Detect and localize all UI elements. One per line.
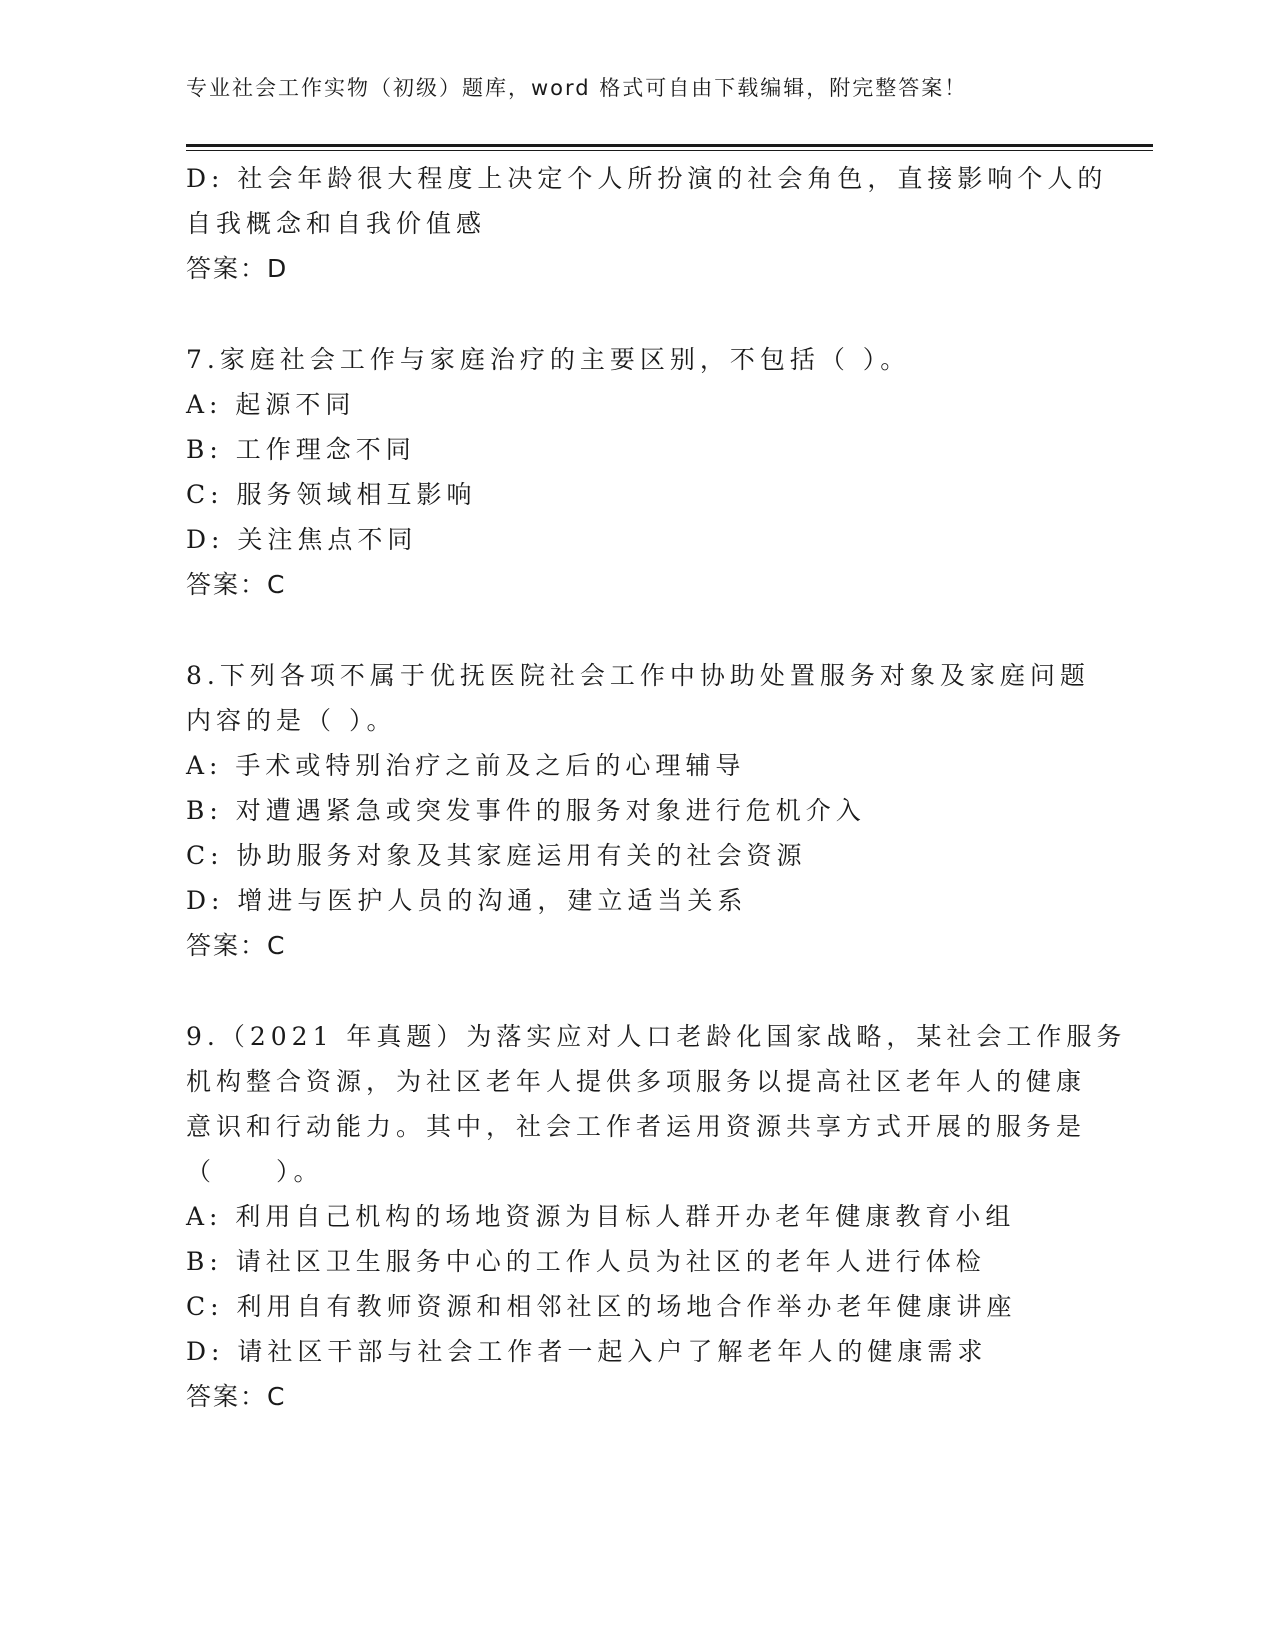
q9-question-line1: 9.（2021 年真题）为落实应对人口老龄化国家战略，某社会工作服务 bbox=[186, 1022, 1127, 1051]
q7-option-a: A: 起源不同 bbox=[186, 390, 356, 419]
question-9 bbox=[186, 1014, 1127, 1419]
q9-question-line4: （ ）。 bbox=[186, 1157, 324, 1186]
q8-option-b: B: 对遭遇紧急或突发事件的服务对象进行危机介入 bbox=[186, 796, 866, 825]
q6-answer: 答案：D bbox=[186, 254, 289, 283]
q9-option-d: D: 请社区干部与社会工作者一起入户了解老年人的健康需求 bbox=[186, 1337, 988, 1366]
q9-question-line3: 意识和行动能力。其中，社会工作者运用资源共享方式开展的服务是 bbox=[186, 1112, 1087, 1141]
q8-option-d: D: 增进与医护人员的沟通，建立适当关系 bbox=[186, 886, 748, 915]
q8-answer: 答案：C bbox=[186, 931, 287, 960]
q6-option-d-line2: 自我概念和自我价值感 bbox=[186, 209, 487, 238]
q7-question: 7.家庭社会工作与家庭治疗的主要区别，不包括（ ）。 bbox=[186, 345, 911, 374]
q9-option-a: A: 利用自己机构的场地资源为目标人群开办老年健康教育小组 bbox=[186, 1202, 1016, 1231]
header-rule-thick bbox=[186, 144, 1153, 147]
spacer bbox=[186, 968, 1086, 1014]
header-rule-thin bbox=[186, 150, 1153, 151]
spacer bbox=[186, 607, 1086, 653]
question-8 bbox=[186, 653, 1090, 968]
question-6-tail bbox=[186, 156, 1108, 291]
q7-option-b: B: 工作理念不同 bbox=[186, 435, 416, 464]
q9-question-line2: 机构整合资源，为社区老年人提供多项服务以提高社区老年人的健康 bbox=[186, 1067, 1087, 1096]
q7-option-d: D: 关注焦点不同 bbox=[186, 525, 418, 554]
question-7 bbox=[186, 337, 1086, 607]
q9-option-b: B: 请社区卫生服务中心的工作人员为社区的老年人进行体检 bbox=[186, 1247, 986, 1276]
q6-option-d-line1: D: 社会年龄很大程度上决定个人所扮演的社会角色，直接影响个人的 bbox=[186, 164, 1108, 193]
q8-question-line1: 8.下列各项不属于优抚医院社会工作中协助处置服务对象及家庭问题 bbox=[186, 661, 1090, 690]
page-header: 专业社会工作实物（初级）题库，word 格式可自由下载编辑，附完整答案！ bbox=[186, 76, 968, 100]
spacer bbox=[186, 291, 1086, 337]
q7-answer: 答案：C bbox=[186, 570, 287, 599]
q8-option-c: C: 协助服务对象及其家庭运用有关的社会资源 bbox=[186, 841, 807, 870]
q8-question-line2: 内容的是（ ）。 bbox=[186, 706, 397, 735]
q9-answer: 答案：C bbox=[186, 1382, 287, 1411]
q8-option-a: A: 手术或特别治疗之前及之后的心理辅导 bbox=[186, 751, 746, 780]
q9-option-c: C: 利用自有教师资源和相邻社区的场地合作举办老年健康讲座 bbox=[186, 1292, 1017, 1321]
question-content bbox=[186, 156, 1127, 1419]
q7-option-c: C: 服务领域相互影响 bbox=[186, 480, 477, 509]
